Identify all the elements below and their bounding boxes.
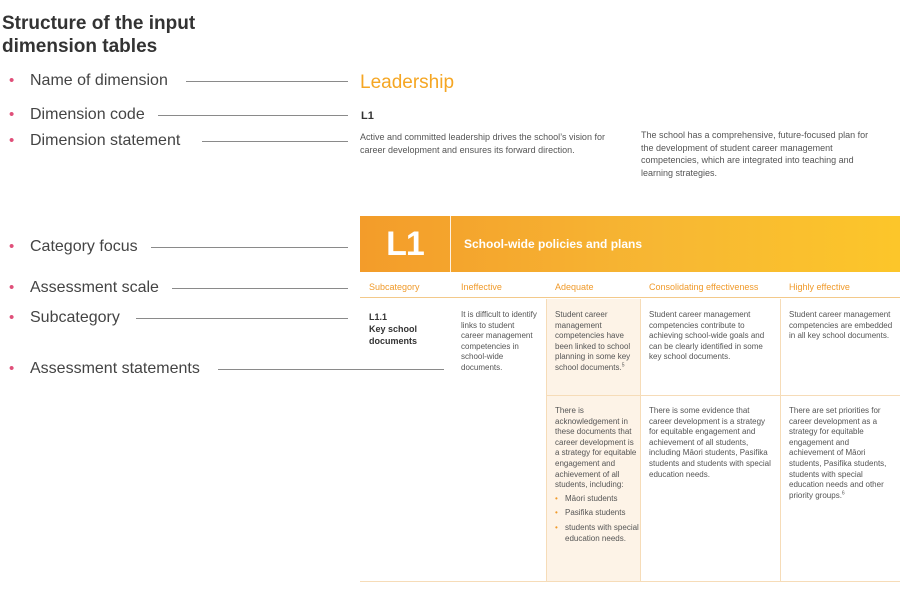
leader-line (218, 369, 444, 370)
callout-name-of-dimension (0, 71, 350, 91)
bullet-icon: • (9, 132, 15, 149)
cell-text: There is acknowledgement in these documents that career development is a strategy for equitable engagement and achievement of all students, including: (555, 406, 637, 490)
callout-label: Dimension statement (30, 132, 181, 149)
callout-label: Category focus (30, 238, 138, 255)
leader-line (172, 288, 348, 289)
category-code: L1 (360, 216, 451, 272)
scale-head-highly-effective: Highly effective (789, 282, 850, 292)
table-bottom-rule (360, 581, 900, 582)
bullet-icon: • (9, 238, 15, 255)
callout-category-focus (0, 237, 350, 257)
cell-text: There are set priorities for career development as a strategy for equitable engagement and achievement of Māori students, Pasifika students, students with special education needs and other priority groups. (789, 406, 887, 500)
list-item: • students with special education needs. (555, 523, 639, 544)
column-divider (640, 299, 641, 581)
page-title: Structure of the input dimension tables (2, 13, 196, 57)
cell-adequate-2 (555, 406, 639, 548)
leader-line (151, 247, 348, 248)
assessment-scale-row (360, 278, 900, 298)
dimension-statement: Active and committed leadership drives the school’s vision for career development and ensures its forward direction. (360, 132, 605, 155)
callout-label: Assessment statements (30, 360, 200, 377)
scale-head-ineffective: Ineffective (461, 282, 502, 292)
dimension-name: Leadership (360, 72, 455, 93)
column-divider (546, 299, 547, 581)
bullet-icon: • (9, 106, 15, 123)
cell-text: Student career management competencies have been linked to school planning in some key school documents. (555, 310, 631, 372)
subcategory-name: Key school documents (369, 324, 418, 346)
scale-head-consolidating: Consolidating effectiveness (649, 282, 759, 292)
callout-dimension-statement (0, 131, 350, 151)
cell-highly-effective-2 (789, 406, 895, 501)
scale-head-subcategory: Subcategory (369, 282, 420, 292)
cell-consolidating-1: Student career management competencies contribute to achieving school-wide goals and can be clearly identified in some key school documents. (649, 310, 765, 362)
row-divider (546, 395, 900, 396)
column-divider (780, 299, 781, 581)
callout-label: Dimension code (30, 106, 145, 123)
footnote-ref: 5 (621, 362, 625, 369)
callout-label: Name of dimension (30, 72, 168, 89)
bullet-icon: • (9, 279, 15, 296)
callout-label: Assessment scale (30, 279, 159, 296)
callout-subcategory (0, 308, 350, 328)
leader-line (158, 115, 348, 116)
category-title: School-wide policies and plans (464, 237, 643, 251)
priority-groups-list (555, 494, 639, 544)
leader-line (186, 81, 348, 82)
scale-head-adequate: Adequate (555, 282, 594, 292)
callout-assessment-statements (0, 359, 450, 379)
dimension-code: L1 (361, 110, 374, 122)
bullet-icon: • (9, 72, 15, 89)
list-item: • Pasifika students (555, 508, 639, 519)
bullet-icon: • (9, 360, 15, 377)
cell-adequate-1 (555, 310, 635, 374)
callout-assessment-scale (0, 278, 350, 298)
cell-consolidating-2: There is some evidence that career development is a strategy for equitable engagement and achievement of all students, including Māori students, Pasifika students and students with special education needs. (649, 406, 771, 479)
leader-line (202, 141, 348, 142)
callout-label: Subcategory (30, 309, 120, 326)
leader-line (136, 318, 348, 319)
footnote-ref: 6 (841, 490, 845, 497)
bullet-icon: • (9, 309, 15, 326)
list-item: • Māori students (555, 494, 639, 505)
dimension-outcome-statement: The school has a comprehensive, future-focused plan for the development of student career management competencies, which are integrated into teaching and learning strategies. (641, 130, 869, 178)
callout-dimension-code (0, 105, 350, 125)
cell-highly-effective-1: Student career management competencies are embedded in all key school documents. (789, 310, 893, 341)
subcategory-code: L1.1 (369, 312, 388, 322)
cell-ineffective: It is difficult to identify links to student career management competencies in school-wide documents. (461, 310, 537, 372)
subcategory-label (369, 311, 439, 347)
category-banner (360, 216, 900, 272)
